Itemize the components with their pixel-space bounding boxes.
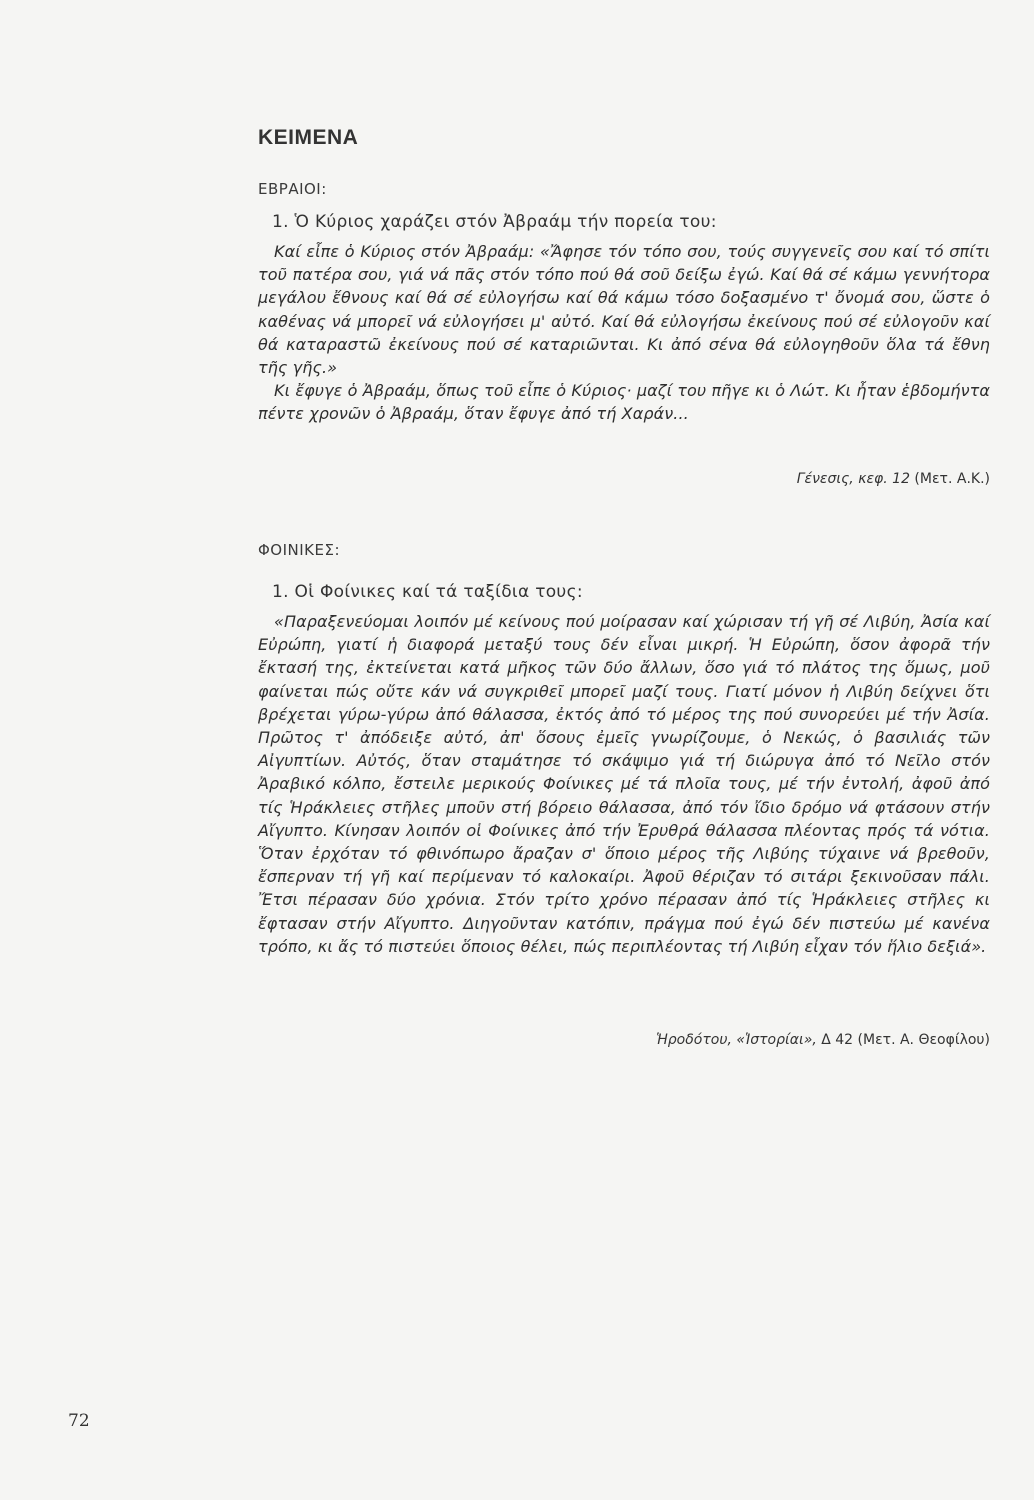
citation-source: Ἡροδότου, «Ἱστορίαι»,	[656, 1032, 817, 1048]
item-title-abraham: 1. Ὁ Κύριος χαράζει στόν Ἀβραάμ τήν πορεία του:	[272, 212, 717, 232]
paragraph: Κι ἔφυγε ὁ Ἀβραάμ, ὅπως τοῦ εἶπε ὁ Κύριος· μαζί του πῆγε κι ὁ Λώτ. Κι ἦταν ἑβδομήντα πέντε χρονῶν ὁ Ἀβραάμ, ὅταν ἔφυγε ἀπό τή Χαράν...	[258, 381, 990, 424]
paragraph: Καί εἶπε ὁ Κύριος στόν Ἀβραάμ: «Ἄφησε τόν τόπο σου, τούς συγγενεῖς σου καί τό σπίτι τοῦ πατέρα σου, γιά νά πᾶς στόν τόπο πού θά σοῦ δείξω ἐγώ. Καί θά σέ κάμω γεννήτορα μεγάλου ἔθνους καί θά σέ εὐλογήσω καί θά κάμω τόσο δοξασμένο τ' ὄνομά σου, ὥστε ὁ καθένας νά μπορεῖ νά εὐλογήσει μ' αὐτό. Καί θά εὐλογήσω ἐκείνους πού σέ εὐλογοῦν καί θά καταραστῶ ἐκείνους πού σέ καταριῶνται. Κι ἀπό σένα θά εὐλογηθοῦν ὅλα τά ἔθνη τῆς γῆς.»	[258, 242, 990, 378]
page-heading: ΚΕΙΜΕΝΑ	[258, 126, 359, 149]
passage-genesis	[258, 240, 990, 426]
item-title-phoenician-voyages: 1. Οἱ Φοίνικες καί τά ταξίδια τους:	[272, 582, 583, 602]
section-label-phoenicians: ΦΟΙΝΙΚΕΣ:	[258, 541, 341, 559]
citation-herodotus	[656, 1032, 990, 1048]
passage-herodotus	[258, 610, 990, 958]
section-label-hebrews: ΕΒΡΑΙΟΙ:	[258, 180, 327, 198]
citation-genesis	[797, 471, 990, 487]
citation-translator: (Μετ. Α.Κ.)	[909, 471, 990, 487]
citation-translator: Δ 42 (Μετ. Α. Θεοφίλου)	[816, 1032, 990, 1048]
page-number: 72	[68, 1411, 90, 1431]
citation-source: Γένεσις, κεφ. 12	[796, 471, 910, 487]
paragraph: «Παραξενεύομαι λοιπόν μέ κείνους πού μοίρασαν καί χώρισαν τή γῆ σέ Λιβύη, Ἀσία καί Εὐρώπη, γιατί ἡ διαφορά μεταξύ τους δέν εἶναι μικρή. Ἡ Εὐρώπη, ὅσον ἀφορᾶ τήν ἔκτασή της, ἐκτείνεται κατά μῆκος τῶν δύο ἄλλων, ὅσο γιά τό πλάτος της ὅμως, μοῦ φαίνεται πώς οὔτε κάν νά συγκριθεῖ μπορεῖ μαζί τους. Γιατί μόνον ἡ Λιβύη δείχνει ὅτι βρέχεται γύρω-γύρω ἀπό θάλασσα, ἐκτός ἀπό τό μέρος της πού συνορεύει μέ τήν Ἀσία. Πρῶτος τ' ἀπόδειξε αὐτό, ἀπ' ὅσους ἐμεῖς γνωρίζουμε, ὁ Νεκώς, ὁ βασιλιάς τῶν Αἰγυπτίων. Αὐτός, ὅταν σταμάτησε τό σκάψιμο γιά τή διώρυγα ἀπό τό Νεῖλο στόν Ἀραβικό κόλπο, ἔστειλε μερικούς Φοίνικες μέ τά πλοῖα τους, μέ τήν ἐντολή, ἀφοῦ ἀπό τίς Ἡράκλειες στῆλες μποῦν στή βόρειο θάλασσα, ἀπό τόν ἴδιο δρόμο νά φτάσουν στήν Αἴγυπτο. Κίνησαν λοιπόν οἱ Φοίνικες ἀπό τήν Ἐρυθρά θάλασσα πλέοντας πρός τά νότια. Ὅταν ἐρχόταν τό φθινόπωρο ἄραζαν σ' ὅποιο μέρος τῆς Λιβύης τύχαινε νά βρεθοῦν, ἔσπερναν τή γῆ καί περίμεναν τό καλοκαίρι. Ἀφοῦ θέριζαν τό σιτάρι ξεκινοῦσαν πάλι. Ἔτσι πέρασαν δύο χρόνια. Στόν τρίτο χρόνο πέρασαν ἀπό τίς Ἡράκλειες στῆλες κι ἔφτασαν στήν Αἴγυπτο. Διηγοῦνταν κατόπιν, πράγμα πού ἐγώ δέν πιστεύω μέ κανένα τρόπο, κι ἄς τό πιστεύει ὅποιος θέλει, πώς περιπλέοντας τή Λιβύη εἶχαν τόν ἥλιο δεξιά».	[258, 612, 990, 956]
